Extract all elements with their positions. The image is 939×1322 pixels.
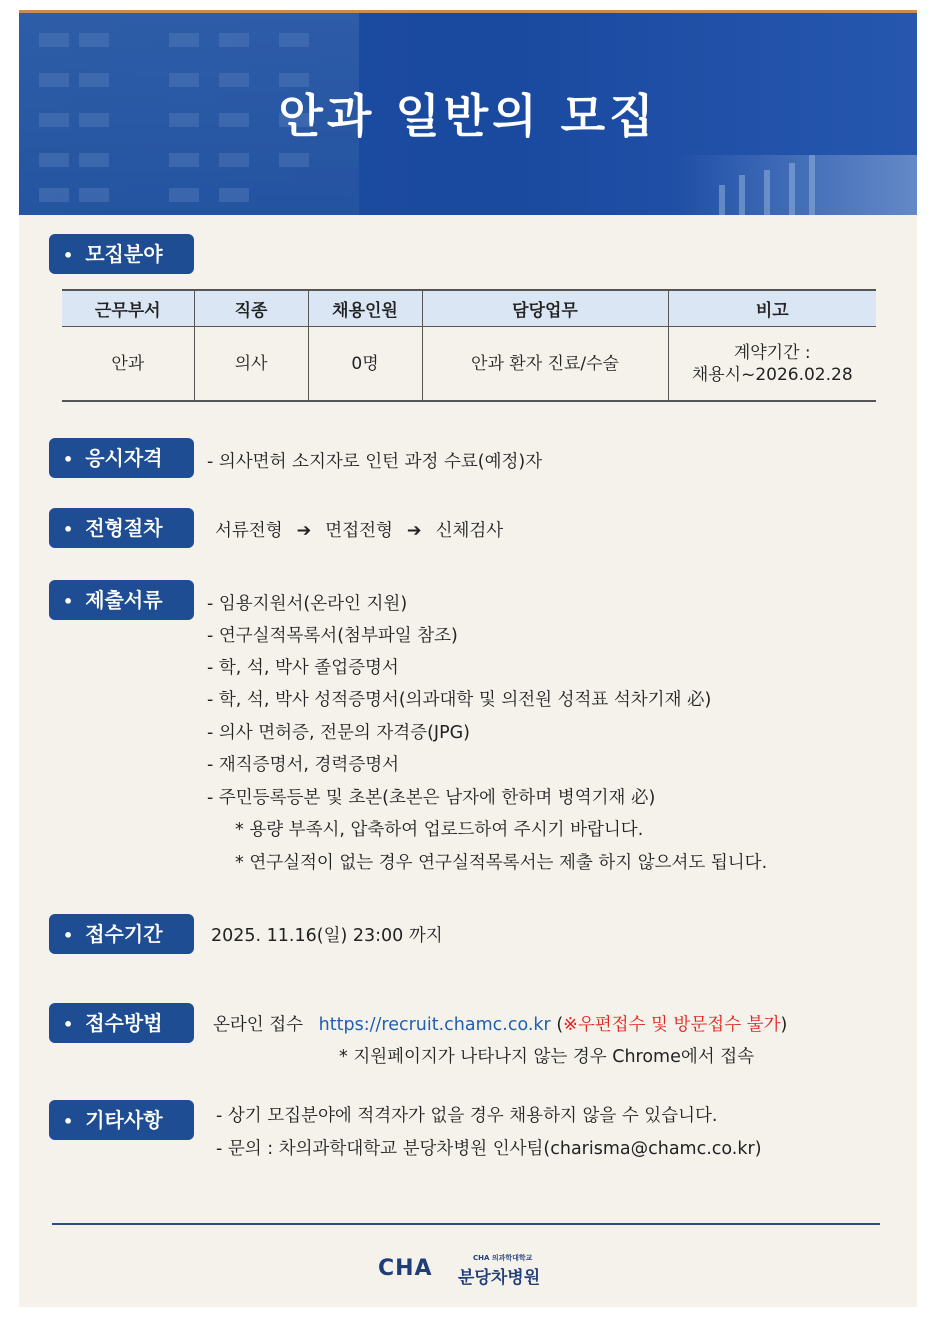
header-dept: 근무부서 <box>62 290 194 327</box>
section-label-documents: • 제출서류 <box>49 580 194 620</box>
section-label-text: 기타사항 <box>85 1108 163 1132</box>
cell-duty: 안과 환자 진료/수술 <box>422 327 668 402</box>
section-label-text: 모집분야 <box>85 242 163 266</box>
hospital-logo <box>378 1253 578 1288</box>
document-note: * 용량 부족시, 압축하여 업로드하여 주시기 바랍니다. <box>235 820 644 840</box>
process-steps <box>215 517 503 542</box>
section-label-period: • 접수기간 <box>49 914 194 954</box>
document-item: - 의사 면허증, 전문의 자격증(JPG) <box>207 723 471 743</box>
section-label-text: 제출서류 <box>85 588 163 612</box>
building-image-right <box>677 155 917 215</box>
header-banner <box>19 10 917 215</box>
section-label-method: • 접수방법 <box>49 1003 194 1043</box>
method-prefix: 온라인 접수 <box>213 1015 304 1035</box>
section-label-text: 접수기간 <box>85 922 163 946</box>
other-line: - 문의 : 차의과학대학교 분당차병원 인사팀(charisma@chamc.co.kr) <box>216 1139 762 1159</box>
document-item: - 재직증명서, 경력증명서 <box>207 755 400 775</box>
cell-dept: 안과 <box>62 327 194 402</box>
header-job: 직종 <box>194 290 308 327</box>
document-item: - 임용지원서(온라인 지원) <box>207 594 408 614</box>
section-label-qualification: • 응시자격 <box>49 438 194 478</box>
cell-job: 의사 <box>194 327 308 402</box>
qualification-text: - 의사면허 소지자로 인턴 과정 수료(예정)자 <box>207 452 543 472</box>
logo-hospital-name: 분당차병원 <box>458 1268 541 1288</box>
table-header-row <box>62 290 876 327</box>
document-note: * 연구실적이 없는 경우 연구실적목록서는 제출 하지 않으셔도 됩니다. <box>235 853 768 873</box>
cell-count: 0명 <box>308 327 422 402</box>
footer-divider <box>52 1223 880 1225</box>
logo-mark: CHA <box>378 1256 433 1281</box>
header-duty: 담당업무 <box>422 290 668 327</box>
step-interview: 면접전형 <box>325 521 393 541</box>
method-warning: ※우편접수 및 방문접수 불가 <box>563 1015 781 1035</box>
recruitment-table <box>62 289 876 402</box>
note-line2: 채용시~2026.02.28 <box>691 364 853 385</box>
section-label-other: • 기타사항 <box>49 1100 194 1140</box>
page-title: 안과 일반의 모집 <box>278 89 658 143</box>
logo-university: CHA 의과학대학교 <box>473 1254 533 1262</box>
recruitment-notice <box>19 10 917 1307</box>
paren-close: ) <box>780 1015 788 1035</box>
section-label-field: • 모집분야 <box>49 234 194 274</box>
paren-open: ( <box>556 1015 564 1035</box>
table-row <box>62 327 876 402</box>
method-line <box>213 1011 787 1036</box>
arrow-right-icon: ➔ <box>406 521 422 541</box>
section-label-text: 접수방법 <box>85 1011 163 1035</box>
other-line: - 상기 모집분야에 적격자가 없을 경우 채용하지 않을 수 있습니다. <box>216 1106 718 1126</box>
document-item: - 학, 석, 박사 성적증명서(의과대학 및 의전원 성적표 석차기재 必) <box>207 690 712 710</box>
cell-note <box>668 327 876 402</box>
note-line1: 계약기간 : <box>733 342 811 363</box>
period-text: 2025. 11.16(일) 23:00 까지 <box>211 926 443 946</box>
section-label-text: 전형절차 <box>85 516 163 540</box>
document-item: - 연구실적목록서(첨부파일 참조) <box>207 626 458 646</box>
document-item: - 주민등록등본 및 초본(초본은 남자에 한하며 병역기재 必) <box>207 788 656 808</box>
header-note: 비고 <box>668 290 876 327</box>
section-label-process: • 전형절차 <box>49 508 194 548</box>
method-note: * 지원페이지가 나타나지 않는 경우 Chrome에서 접속 <box>339 1047 755 1067</box>
document-item: - 학, 석, 박사 졸업증명서 <box>207 658 399 678</box>
header-count: 채용인원 <box>308 290 422 327</box>
section-label-text: 응시자격 <box>85 446 163 470</box>
step-document: 서류전형 <box>215 521 283 541</box>
arrow-right-icon: ➔ <box>296 521 312 541</box>
recruit-link[interactable]: https://recruit.chamc.co.kr <box>318 1015 551 1035</box>
step-physical: 신체검사 <box>435 521 504 541</box>
